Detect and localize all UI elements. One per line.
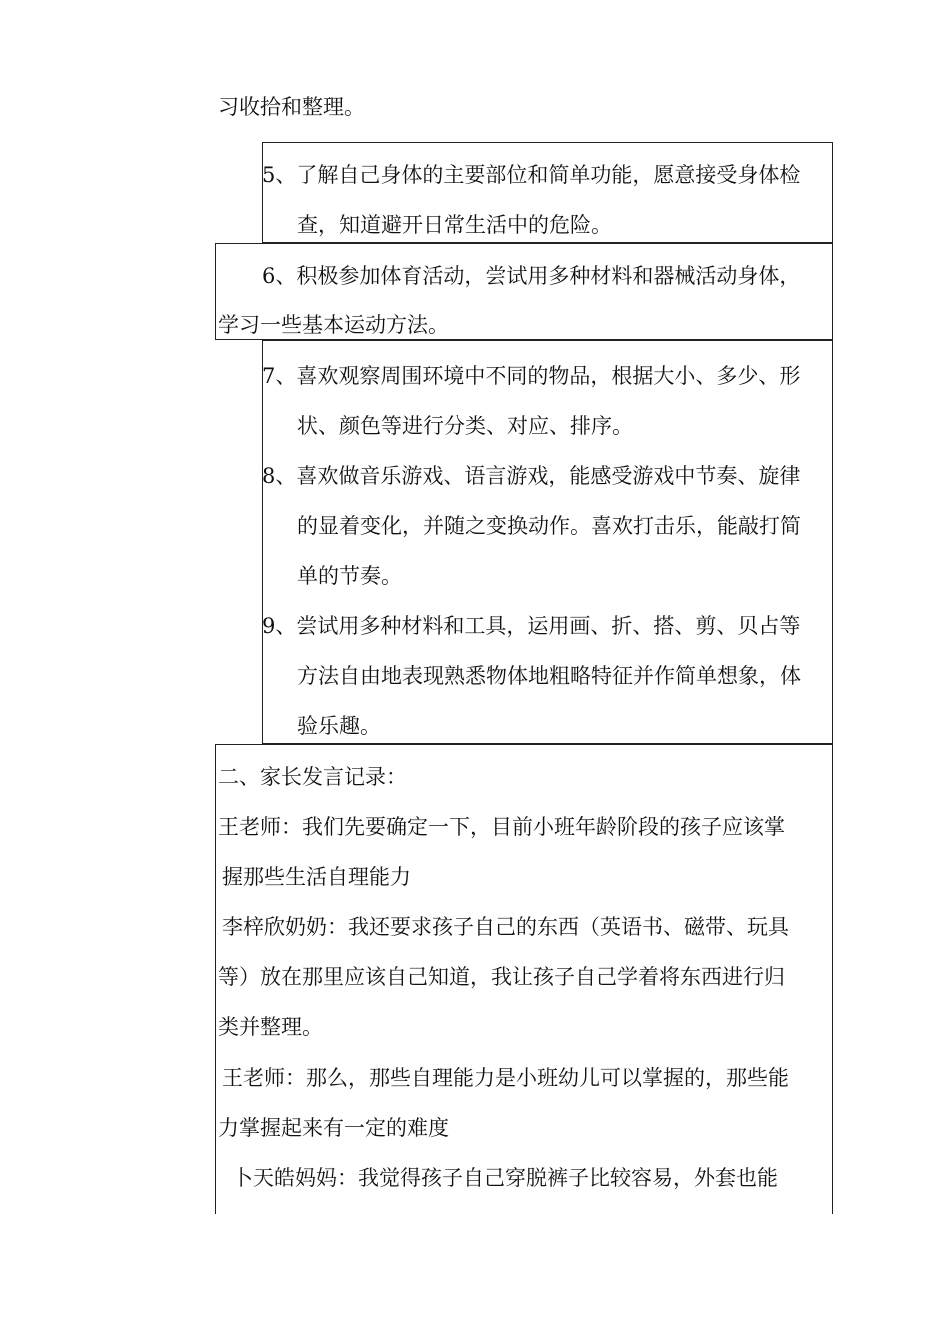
record-line-1: 王老师：我们先要确定一下，目前小班年龄阶段的孩子应该掌: [218, 815, 785, 839]
goal-9-line-2: 方法自由地表现熟悉物体地粗略特征并作简单想象，体: [297, 664, 801, 688]
goal-5-line-2: 查，知道避开日常生活中的危险。: [297, 213, 612, 237]
goal-7-line-2: 状、颜色等进行分类、对应、排序。: [297, 414, 633, 438]
intro-tail: 习收拾和整理。: [218, 95, 365, 119]
record-line-6: 王老师：那么，那些自理能力是小班幼儿可以掌握的，那些能: [222, 1066, 789, 1090]
goal-9-line-1: 9、尝试用多种材料和工具，运用画、折、搭、剪、贝占等: [262, 614, 801, 638]
records-heading: 二、家长发言记录：: [218, 765, 407, 789]
goal-6-line-1: 6、积极参加体育活动，尝试用多种材料和器械活动身体，: [262, 264, 801, 288]
record-line-3: 李梓欣奶奶：我还要求孩子自己的东西（英语书、磁带、玩具: [222, 915, 789, 939]
goal-5-line-1: 5、了解自己身体的主要部位和简单功能，愿意接受身体检: [262, 163, 801, 187]
record-line-5: 类并整理。: [218, 1015, 323, 1039]
goal-8-line-1: 8、喜欢做音乐游戏、语言游戏，能感受游戏中节奏、旋律: [262, 464, 801, 488]
record-line-8: 卜天皓妈妈：我觉得孩子自己穿脱裤子比较容易，外套也能: [232, 1166, 778, 1190]
goal-6-line-2: 学习一些基本运动方法。: [218, 313, 449, 337]
record-line-2: 握那些生活自理能力: [222, 865, 411, 889]
goal-8-line-2: 的显着变化，并随之变换动作。喜欢打击乐，能敲打简: [297, 514, 801, 538]
goal-7-line-1: 7、喜欢观察周围环境中不同的物品，根据大小、多少、形: [262, 364, 801, 388]
goal-9-line-3: 验乐趣。: [297, 714, 381, 738]
goal-8-line-3: 单的节奏。: [297, 564, 402, 588]
record-line-4: 等）放在那里应该自己知道，我让孩子自己学着将东西进行归: [218, 965, 785, 989]
record-line-7: 力掌握起来有一定的难度: [218, 1116, 449, 1140]
